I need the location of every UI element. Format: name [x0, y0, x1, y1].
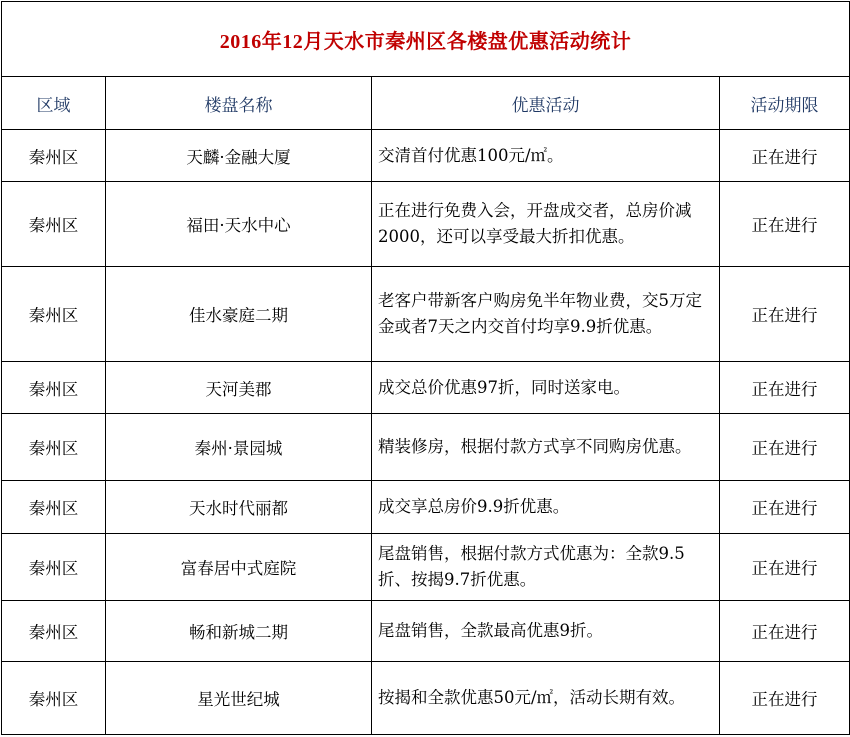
- header-promotion: 优惠活动: [372, 77, 720, 130]
- promotion-cell: 尾盘销售，根据付款方式优惠为：全款9.5折、按揭9.7折优惠。: [372, 534, 720, 601]
- table-title: 2016年12月天水市秦州区各楼盘优惠活动统计: [2, 2, 850, 77]
- period-cell: 正在进行: [720, 130, 850, 182]
- district-cell: 秦州区: [2, 601, 106, 662]
- district-cell: 秦州区: [2, 362, 106, 414]
- project-cell: 富春居中式庭院: [106, 534, 372, 601]
- project-cell: 秦州·景园城: [106, 414, 372, 481]
- promotion-cell: 精装修房，根据付款方式享不同购房优惠。: [372, 414, 720, 481]
- period-cell: 正在进行: [720, 267, 850, 362]
- header-project: 楼盘名称: [106, 77, 372, 130]
- district-cell: 秦州区: [2, 414, 106, 481]
- promotion-table: [1, 1, 850, 735]
- header-row: [2, 77, 850, 130]
- promotion-cell: 老客户带新客户购房免半年物业费，交5万定金或者7天之内交首付均享9.9折优惠。: [372, 267, 720, 362]
- promotion-cell: 按揭和全款优惠50元/㎡，活动长期有效。: [372, 662, 720, 735]
- period-cell: 正在进行: [720, 362, 850, 414]
- table-row: [2, 362, 850, 414]
- project-cell: 佳水豪庭二期: [106, 267, 372, 362]
- project-cell: 福田·天水中心: [106, 182, 372, 267]
- project-cell: 天河美郡: [106, 362, 372, 414]
- period-cell: 正在进行: [720, 662, 850, 735]
- district-cell: 秦州区: [2, 182, 106, 267]
- project-cell: 畅和新城二期: [106, 601, 372, 662]
- header-period: 活动期限: [720, 77, 850, 130]
- project-cell: 天麟·金融大厦: [106, 130, 372, 182]
- period-cell: 正在进行: [720, 601, 850, 662]
- district-cell: 秦州区: [2, 481, 106, 534]
- district-cell: 秦州区: [2, 534, 106, 601]
- period-cell: 正在进行: [720, 414, 850, 481]
- table-row: [2, 662, 850, 735]
- district-cell: 秦州区: [2, 662, 106, 735]
- district-cell: 秦州区: [2, 267, 106, 362]
- promotion-cell: 正在进行免费入会，开盘成交者，总房价减2000，还可以享受最大折扣优惠。: [372, 182, 720, 267]
- project-cell: 星光世纪城: [106, 662, 372, 735]
- table-row: [2, 267, 850, 362]
- promotion-cell: 尾盘销售，全款最高优惠9折。: [372, 601, 720, 662]
- promotion-cell: 成交享总房价9.9折优惠。: [372, 481, 720, 534]
- table-row: [2, 182, 850, 267]
- period-cell: 正在进行: [720, 182, 850, 267]
- project-cell: 天水时代丽都: [106, 481, 372, 534]
- table-row: [2, 601, 850, 662]
- promotion-sheet: [1, 1, 849, 735]
- period-cell: 正在进行: [720, 534, 850, 601]
- title-row: [2, 2, 850, 77]
- promotion-cell: 交清首付优惠100元/㎡。: [372, 130, 720, 182]
- header-district: 区域: [2, 77, 106, 130]
- table-row: [2, 481, 850, 534]
- table-row: [2, 534, 850, 601]
- promotion-cell: 成交总价优惠97折，同时送家电。: [372, 362, 720, 414]
- period-cell: 正在进行: [720, 481, 850, 534]
- table-row: [2, 130, 850, 182]
- district-cell: 秦州区: [2, 130, 106, 182]
- table-row: [2, 414, 850, 481]
